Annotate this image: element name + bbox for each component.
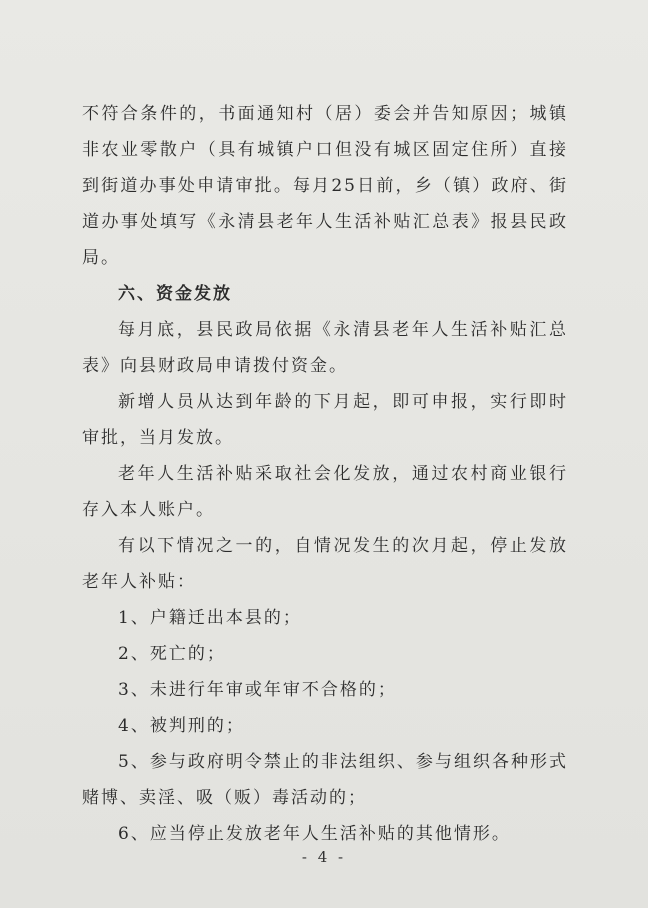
list-item-condition-5: 5、参与政府明令禁止的非法组织、参与组织各种形式赌博、卖淫、吸（贩）毒活动的； xyxy=(82,752,568,808)
list-item-condition-6: 6、应当停止发放老年人生活补贴的其他情形。 xyxy=(118,824,511,844)
paragraph-new-applicants: 新增人员从达到年龄的下月起，即可申报，实行即时审批，当月发放。 xyxy=(82,392,568,448)
paragraph-monthly-funding: 每月底，县民政局依据《永清县老年人生活补贴汇总表》向县财政局申请拨付资金。 xyxy=(82,320,568,376)
list-item-condition-2: 2、死亡的； xyxy=(118,644,226,664)
list-item-condition-3: 3、未进行年审或年审不合格的； xyxy=(118,680,397,700)
list-item-condition-4: 4、被判刑的； xyxy=(118,716,245,736)
paragraph-bank-payment: 老年人生活补贴采取社会化发放，通过农村商业银行存入本人账户。 xyxy=(82,464,568,520)
paragraph-continued: 不符合条件的，书面通知村（居）委会并告知原因；城镇非农业零散户（具有城镇户口但没有城区固定住所）直接到街道办事处申请审批。每月25日前，乡（镇）政府、街道办事处填写《永清县老年人生活补贴汇总表》报县民政局。 xyxy=(82,104,568,268)
list-item-condition-1: 1、户籍迁出本县的； xyxy=(118,608,302,628)
section-heading-funding: 六、资金发放 xyxy=(118,284,232,304)
paragraph-stop-conditions: 有以下情况之一的，自情况发生的次月起，停止发放老年人补贴： xyxy=(82,536,568,592)
page-number: - 4 - xyxy=(301,848,347,866)
document-body xyxy=(82,96,568,852)
